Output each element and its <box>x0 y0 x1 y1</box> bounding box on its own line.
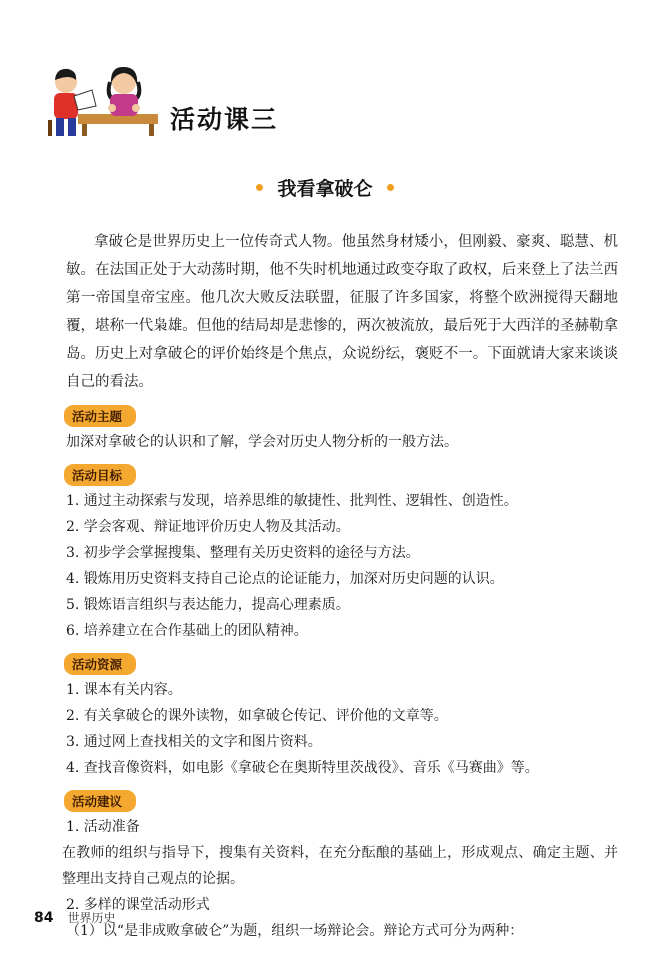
theme-text: 加深对拿破仑的认识和了解，学会对历史人物分析的一般方法。 <box>66 434 458 450</box>
book-title: 世界历史 <box>67 911 116 925</box>
resource-item: 4. 查找音像资料，如电影《拿破仑在奥斯特里茨战役》、音乐《马赛曲》等。 <box>66 760 539 776</box>
section-label-resources: 活动资源 <box>64 653 136 675</box>
page-footer <box>34 909 116 926</box>
main-content <box>62 228 618 944</box>
resource-item: 3. 通过网上查找相关的文字和图片资料。 <box>66 734 322 750</box>
lesson-header <box>44 60 344 140</box>
resource-item: 1. 课本有关内容。 <box>66 682 182 698</box>
goal-item: 1. 通过主动探索与发现，培养思维的敏捷性、批判性、逻辑性、创造性。 <box>66 493 518 509</box>
suggestion-step-text: （1）以“是非成败拿破仑”为题，组织一场辩论会。辩论方式可分为两种： <box>66 923 524 939</box>
suggestion-step-title: 1. 活动准备 <box>66 819 140 835</box>
resource-item: 2. 有关拿破仑的课外读物，如拿破仑传记、评价他的文章等。 <box>66 708 448 724</box>
goal-item: 6. 培养建立在合作基础上的团队精神。 <box>66 623 308 639</box>
page-number: 84 <box>34 910 54 926</box>
lesson-title: 活动课三 <box>170 105 279 134</box>
suggestion-step-title: 2. 多样的课堂活动形式 <box>66 897 210 913</box>
bullet-dot-icon <box>256 184 263 191</box>
subtitle-text: 我看拿破仑 <box>277 178 373 200</box>
goal-item: 3. 初步学会掌握搜集、整理有关历史资料的途径与方法。 <box>66 545 420 561</box>
intro-paragraph: 拿破仑是世界历史上一位传奇式人物。他虽然身材矮小，但刚毅、豪爽、聪慧、机敏。在法国正处于大动荡时期，他不失时机地通过政变夺取了政权，后来登上了法兰西第一帝国皇帝宝座。他几次大败反法联盟，征服了许多国家，将整个欧洲搅得天翻地覆，堪称一代枭雄。但他的结局却是悲惨的，两次被流放，最后死于大西洋的圣赫勒拿岛。历史上对拿破仑的评价始终是个焦点，众说纷纭，褒贬不一。下面就请大家来谈谈自己的看法。 <box>66 234 618 390</box>
goal-item: 4. 锻炼用历史资料支持自己论点的论证能力，加深对历史问题的认识。 <box>66 571 504 587</box>
section-label-suggestions: 活动建议 <box>64 790 136 812</box>
suggestion-step-text: 在教师的组织与指导下，搜集有关资料，在充分酝酿的基础上，形成观点、确定主题、并整理出支持自己观点的论据。 <box>62 845 618 887</box>
goal-item: 5. 锻炼语言组织与表达能力，提高心理素质。 <box>66 597 350 613</box>
section-label-goals: 活动目标 <box>64 464 136 486</box>
students-reading-illustration <box>44 60 164 138</box>
goal-item: 2. 学会客观、辩证地评价历史人物及其活动。 <box>66 519 350 535</box>
activity-subtitle <box>0 174 650 201</box>
bullet-dot-icon <box>387 184 394 191</box>
section-label-theme: 活动主题 <box>64 405 136 427</box>
